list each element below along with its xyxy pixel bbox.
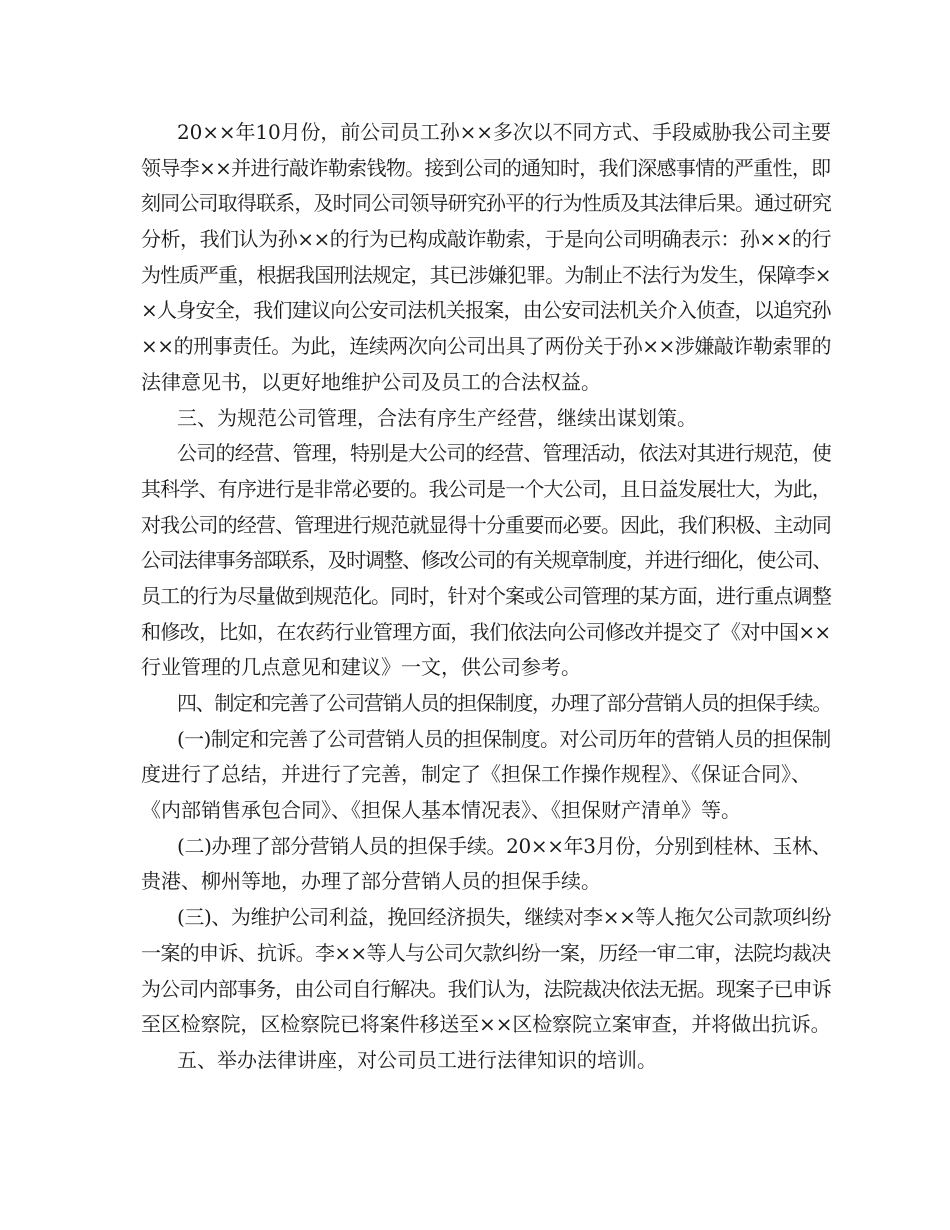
paragraph-line: 为性质严重，根据我国刑法规定，其已涉嫌犯罪。为制止不法行为发生，保障李× xyxy=(141,262,831,287)
paragraph-line: 贵港、柳州等地，办理了部分营销人员的担保手续。 xyxy=(141,869,601,894)
paragraph-line: 领导李××并进行敲诈勒索钱物。接到公司的通知时，我们深感事情的严重性，即 xyxy=(141,155,831,180)
paragraph-first-line: (二)办理了部分营销人员的担保手续。20××年3月份，分别到桂林、玉林、 xyxy=(177,833,832,858)
paragraph-line: 一案的申诉、抗诉。李××等人与公司欠款纠纷一案，历经一审二审，法院均裁决 xyxy=(141,940,831,965)
paragraph-first-line: (一)制定和完善了公司营销人员的担保制度。对公司历年的营销人员的担保制 xyxy=(177,726,831,751)
paragraph-line: 《内部销售承包合同》、《担保人基本情况表》、《担保财产清单》等。 xyxy=(141,798,741,823)
paragraph-first-line: 20××年10月份，前公司员工孙××多次以不同方式、手段威胁我公司主要 xyxy=(177,120,831,144)
paragraph-line: 公司法律事务部联系，及时调整、修改公司的有关规章制度，并进行细化，使公司、 xyxy=(141,548,831,573)
paragraph-line: 法律意见书，以更好地维护公司及员工的合法权益。 xyxy=(141,369,601,394)
paragraph-line: 对我公司的经营、管理进行规范就显得十分重要而必要。因此，我们积极、主动同 xyxy=(141,512,831,537)
paragraph-line: 至区检察院，区检察院已将案件移送至××区检察院立案审查，并将做出抗诉。 xyxy=(141,1012,831,1037)
paragraph-line: ××的刑事责任。为此，连续两次向公司出具了两份关于孙××涉嫌敲诈勒索罪的 xyxy=(141,334,832,359)
paragraph-line: 度进行了总结，并进行了完善，制定了《担保工作操作规程》、《保证合同》、 xyxy=(141,762,811,787)
paragraph-first-line: (三)、为维护公司利益，挽回经济损失，继续对李××等人拖欠公司款项纠纷 xyxy=(177,905,832,930)
paragraph-line: 员工的行为尽量做到规范化。同时，针对个案或公司管理的某方面，进行重点调整 xyxy=(141,583,831,608)
paragraph-line: 分析，我们认为孙××的行为已构成敲诈勒索，于是向公司明确表示：孙××的行 xyxy=(141,227,832,252)
document-body xyxy=(141,115,831,1079)
paragraph-first-line: 四、制定和完善了公司营销人员的担保制度，办理了部分营销人员的担保手续。 xyxy=(177,691,831,715)
paragraph-first-line: 三、为规范公司管理，合法有序生产经营，继续出谋划策。 xyxy=(177,405,697,430)
paragraph-first-line: 五、举办法律讲座，对公司员工进行法律知识的培训。 xyxy=(177,1047,657,1072)
paragraph-line: ×人身安全，我们建议向公安司法机关报案，由公安司法机关介入侦查，以追究孙 xyxy=(141,298,831,323)
paragraph-line: 为公司内部事务，由公司自行解决。我们认为，法院裁决依法无据。现案子已申诉 xyxy=(141,976,831,1001)
paragraph-first-line: 公司的经营、管理，特别是大公司的经营、管理活动，依法对其进行规范，使 xyxy=(177,441,831,466)
paragraph-line: 刻同公司取得联系，及时同公司领导研究孙平的行为性质及其法律后果。通过研究 xyxy=(141,191,831,216)
paragraph-line: 行业管理的几点意见和建议》一文，供公司参考。 xyxy=(141,655,581,680)
paragraph-line: 其科学、有序进行是非常必要的。我公司是一个大公司，且日益发展壮大，为此， xyxy=(141,476,831,501)
paragraph-line: 和修改，比如，在农药行业管理方面，我们依法向公司修改并提交了《对中国×× xyxy=(141,619,831,644)
